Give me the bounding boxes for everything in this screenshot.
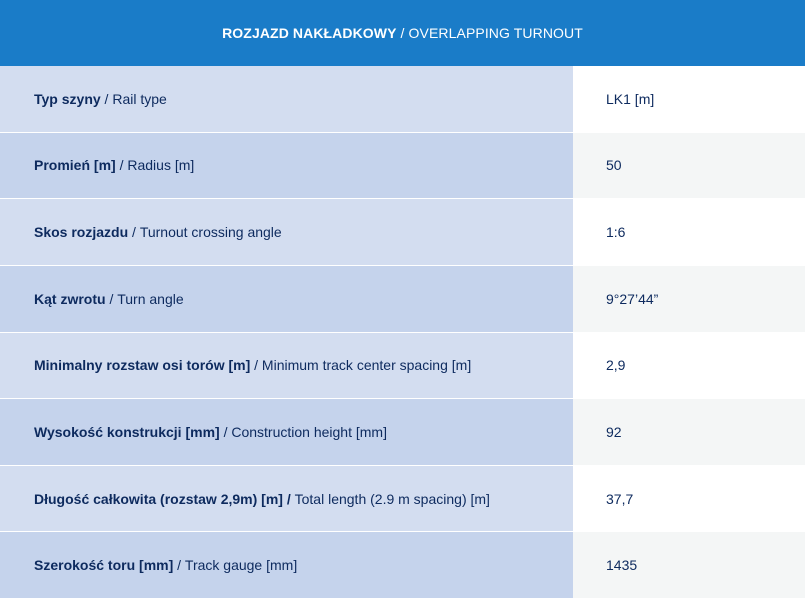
row-value: 2,9 xyxy=(573,333,805,399)
label-en: Track gauge [mm] xyxy=(184,557,298,574)
label-separator: / xyxy=(105,290,118,307)
label-pl: Promień [m] xyxy=(34,157,116,174)
label-en: Rail type xyxy=(112,90,167,107)
label-separator: / xyxy=(219,423,232,440)
table-row-total-length xyxy=(0,466,805,533)
table-row-turn-angle xyxy=(0,266,805,333)
label-pl: Kąt zwrotu xyxy=(34,290,106,307)
header-separator: / xyxy=(396,25,409,41)
label-en: Radius [m] xyxy=(127,157,195,174)
row-label xyxy=(0,266,573,332)
row-label xyxy=(0,199,573,265)
row-label xyxy=(0,66,573,132)
table-row-track-gauge xyxy=(0,532,805,598)
label-separator: / xyxy=(173,557,185,574)
label-pl: Typ szyny xyxy=(34,90,101,107)
row-value: 50 xyxy=(573,133,805,199)
header-title-pl: ROZJAZD NAKŁADKOWY xyxy=(222,25,397,41)
label-en: Total length (2.9 m spacing) [m] xyxy=(294,490,490,507)
label-en: Minimum track center spacing [m] xyxy=(261,357,472,374)
label-en: Turn angle xyxy=(117,290,184,307)
label-en: Turnout crossing angle xyxy=(139,224,282,241)
label-separator: / xyxy=(128,224,140,241)
row-value: 9°27’44” xyxy=(573,266,805,332)
label-pl: Długość całkowita (rozstaw 2,9m) [m] / xyxy=(34,490,291,507)
table-header xyxy=(0,0,805,66)
row-value: 92 xyxy=(573,399,805,465)
row-value: LK1 [m] xyxy=(573,66,805,132)
row-label xyxy=(0,133,573,199)
header-title-en: OVERLAPPING TURNOUT xyxy=(408,25,583,41)
label-separator: / xyxy=(115,157,128,174)
table-row-construction-height xyxy=(0,399,805,466)
row-label xyxy=(0,532,573,598)
row-value: 1:6 xyxy=(573,199,805,265)
label-en: Construction height [mm] xyxy=(231,423,387,440)
label-separator: / xyxy=(100,90,113,107)
row-value: 37,7 xyxy=(573,466,805,532)
label-pl: Skos rozjazdu xyxy=(34,224,129,241)
label-separator: / xyxy=(250,357,262,374)
row-value: 1435 xyxy=(573,532,805,598)
table-row-radius xyxy=(0,133,805,200)
row-label xyxy=(0,333,573,399)
label-pl: Wysokość konstrukcji [mm] xyxy=(34,423,220,440)
label-pl: Szerokość toru [mm] xyxy=(34,557,174,574)
table-row-crossing-angle xyxy=(0,199,805,266)
table-row-rail-type xyxy=(0,66,805,133)
row-label xyxy=(0,399,573,465)
table-row-track-spacing xyxy=(0,333,805,400)
table-body xyxy=(0,66,805,598)
row-label xyxy=(0,466,573,532)
label-pl: Minimalny rozstaw osi torów [m] xyxy=(34,357,251,374)
